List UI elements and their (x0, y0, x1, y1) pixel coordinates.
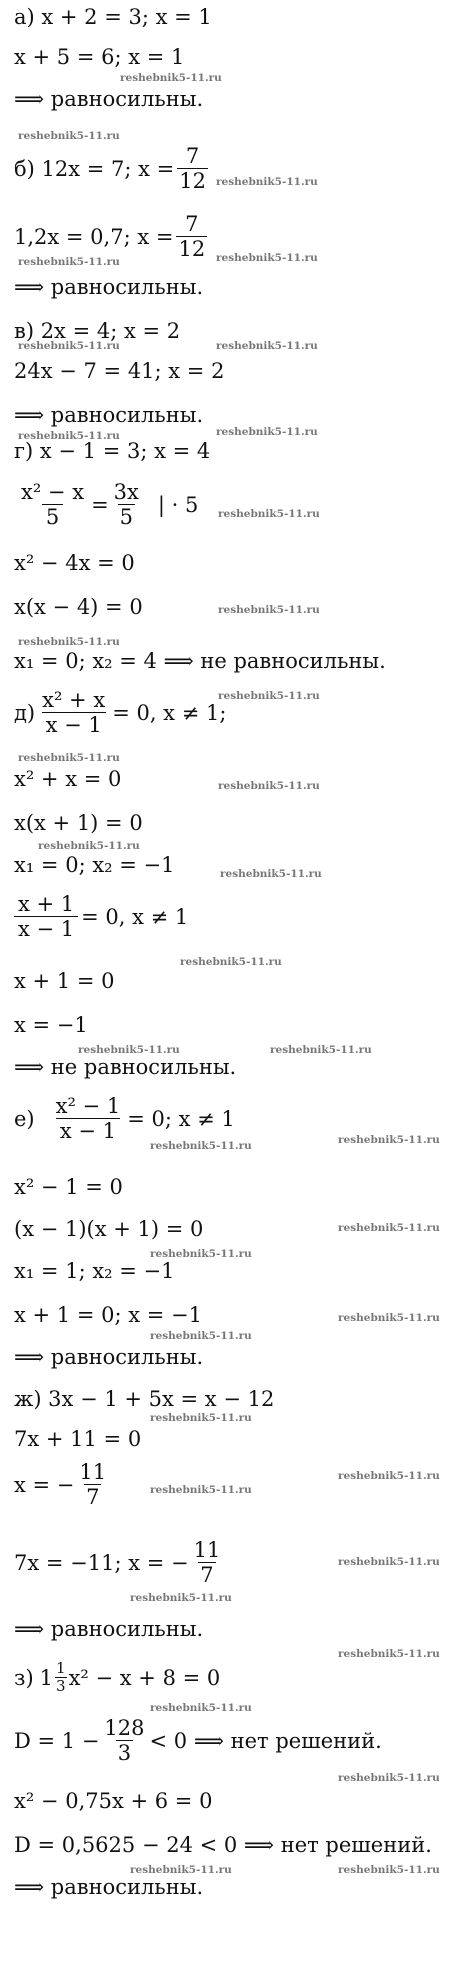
line-e3: (x − 1)(x + 1) = 0 (14, 1217, 204, 1241)
mixed-number (40, 1660, 69, 1695)
numerator: 11 (193, 1538, 221, 1562)
watermark: reshebnik5-11.ru (218, 780, 320, 792)
fraction (176, 212, 207, 261)
line-e6: ⟹ равносильны. (14, 1345, 204, 1369)
line-zh2: 7x + 11 = 0 (14, 1427, 142, 1451)
watermark: reshebnik5-11.ru (338, 1312, 440, 1324)
watermark: reshebnik5-11.ru (270, 1044, 372, 1056)
line-d6: x + 1 = 0 (14, 969, 115, 993)
denominator: x − 1 (42, 712, 106, 737)
line-b3: ⟹ равносильны. (14, 275, 204, 299)
numerator: x + 1 (18, 892, 75, 916)
numerator: 3x (113, 480, 139, 504)
line-g3: x² − 4x = 0 (14, 551, 135, 575)
watermark: reshebnik5-11.ru (18, 340, 120, 352)
numerator: x² + x (42, 688, 106, 712)
denominator: 7 (86, 1485, 100, 1509)
watermark: reshebnik5-11.ru (338, 1772, 440, 1784)
line-v3: ⟹ равносильны. (14, 403, 204, 427)
watermark: reshebnik5-11.ru (130, 1592, 232, 1604)
b1-text: б) 12x = 7; x = (14, 156, 175, 181)
fraction (177, 144, 208, 193)
line-z3: x² − 0,75x + 6 = 0 (14, 1789, 213, 1813)
watermark: reshebnik5-11.ru (150, 1140, 252, 1152)
line-z5: ⟹ равносильны. (14, 1875, 204, 1899)
denominator: 3 (117, 1741, 132, 1765)
watermark: reshebnik5-11.ru (150, 1412, 252, 1424)
numerator: 128 (104, 1716, 145, 1740)
watermark: reshebnik5-11.ru (18, 752, 120, 764)
watermark: reshebnik5-11.ru (78, 1044, 180, 1056)
multiplier-note: | · 5 (157, 492, 199, 517)
fraction (38, 688, 109, 737)
watermark: reshebnik5-11.ru (38, 840, 140, 852)
d1-conclusion: < 0 ⟹ нет решений. (149, 1728, 382, 1753)
watermark: reshebnik5-11.ru (216, 252, 318, 264)
denominator: 5 (119, 505, 133, 529)
fraction (55, 1660, 67, 1695)
line-d4: x₁ = 0; x₂ = −1 (14, 853, 175, 877)
watermark: reshebnik5-11.ru (216, 426, 318, 438)
fraction (14, 892, 78, 941)
watermark: reshebnik5-11.ru (338, 1864, 440, 1876)
equation-rest: x² − x + 8 = 0 (68, 1665, 221, 1690)
fraction (77, 1460, 108, 1509)
line-z4: D = 0,5625 − 24 < 0 ⟹ нет решений. (14, 1833, 432, 1857)
line-g2 (14, 480, 198, 529)
watermark: reshebnik5-11.ru (18, 256, 120, 268)
zh4-text: 7x = −11; x = − (14, 1550, 189, 1575)
label-e: е) (14, 1106, 35, 1131)
line-a2: x + 5 = 6; x = 1 (14, 45, 185, 69)
watermark: reshebnik5-11.ru (150, 1484, 252, 1496)
denominator: 5 (42, 504, 63, 529)
watermark: reshebnik5-11.ru (130, 1864, 232, 1876)
line-d2: x² + x = 0 (14, 767, 122, 791)
line-e1 (14, 1094, 235, 1143)
numerator: 11 (79, 1460, 107, 1484)
line-a1: а) x + 2 = 3; x = 1 (14, 5, 212, 29)
label-z: з) (14, 1665, 34, 1690)
fraction (112, 480, 141, 529)
b2-text: 1,2x = 0,7; x = (14, 224, 174, 249)
line-v2: 24x − 7 = 41; x = 2 (14, 359, 225, 383)
watermark: reshebnik5-11.ru (338, 1556, 440, 1568)
d1-text: D = 1 − (14, 1728, 100, 1753)
line-zh4 (14, 1538, 225, 1587)
line-e2: x² − 1 = 0 (14, 1175, 123, 1199)
whole-part: 1 (39, 1665, 54, 1690)
line-e5: x + 1 = 0; x = −1 (14, 1303, 202, 1327)
numerator: 7 (185, 212, 199, 236)
zh3-text: x = − (14, 1472, 75, 1497)
line-d1 (14, 688, 226, 737)
watermark: reshebnik5-11.ru (338, 1134, 440, 1146)
line-b2 (14, 212, 210, 261)
line-b1 (14, 144, 211, 193)
watermark: reshebnik5-11.ru (120, 72, 222, 84)
line-z1 (14, 1660, 220, 1695)
watermark: reshebnik5-11.ru (216, 176, 318, 188)
denominator: 3 (56, 1677, 66, 1695)
denominator: 7 (200, 1563, 214, 1587)
fraction (52, 1094, 125, 1143)
line-d8: ⟹ не равносильны. (14, 1055, 237, 1079)
numerator: 1 (56, 1659, 66, 1677)
equals: = (91, 492, 109, 517)
watermark: reshebnik5-11.ru (180, 956, 282, 968)
watermark: reshebnik5-11.ru (338, 1222, 440, 1234)
watermark: reshebnik5-11.ru (338, 1470, 440, 1482)
line-d7: x = −1 (14, 1013, 88, 1037)
watermark: reshebnik5-11.ru (150, 1248, 252, 1260)
watermark: reshebnik5-11.ru (216, 340, 318, 352)
line-a3: ⟹ равносильны. (14, 87, 204, 111)
condition: = 0; x ≠ 1 (127, 1106, 235, 1131)
denominator: 12 (179, 169, 206, 193)
denominator: x − 1 (56, 1118, 120, 1143)
numerator: x² − 1 (55, 1094, 121, 1118)
label-d: д) (14, 700, 36, 725)
condition: = 0, x ≠ 1 (81, 904, 189, 929)
numerator: x² − x (21, 480, 85, 504)
watermark: reshebnik5-11.ru (218, 508, 320, 520)
fraction (17, 480, 88, 529)
watermark: reshebnik5-11.ru (18, 636, 120, 648)
line-zh3 (14, 1460, 111, 1509)
line-zh5: ⟹ равносильны. (14, 1617, 204, 1641)
line-e4: x₁ = 1; x₂ = −1 (14, 1259, 175, 1283)
watermark: reshebnik5-11.ru (220, 868, 322, 880)
line-g5: x₁ = 0; x₂ = 4 ⟹ не равносильны. (14, 649, 386, 673)
line-g4: x(x − 4) = 0 (14, 595, 143, 619)
watermark: reshebnik5-11.ru (18, 430, 120, 442)
line-z2 (14, 1716, 382, 1765)
fraction (102, 1716, 146, 1765)
line-d3: x(x + 1) = 0 (14, 811, 143, 835)
line-d5 (14, 892, 188, 941)
watermark: reshebnik5-11.ru (18, 130, 120, 142)
numerator: 7 (185, 144, 200, 168)
denominator: 12 (178, 237, 206, 261)
watermark: reshebnik5-11.ru (218, 604, 320, 616)
condition: = 0, x ≠ 1; (112, 700, 227, 725)
denominator: x − 1 (14, 916, 78, 941)
line-zh1: ж) 3x − 1 + 5x = x − 12 (14, 1387, 275, 1411)
line-g1: г) x − 1 = 3; x = 4 (14, 439, 211, 463)
watermark: reshebnik5-11.ru (150, 1702, 252, 1714)
watermark: reshebnik5-11.ru (218, 690, 320, 702)
line-v1: в) 2x = 4; x = 2 (14, 319, 181, 343)
watermark: reshebnik5-11.ru (150, 1330, 252, 1342)
watermark: reshebnik5-11.ru (338, 1648, 440, 1660)
fraction (192, 1538, 223, 1587)
